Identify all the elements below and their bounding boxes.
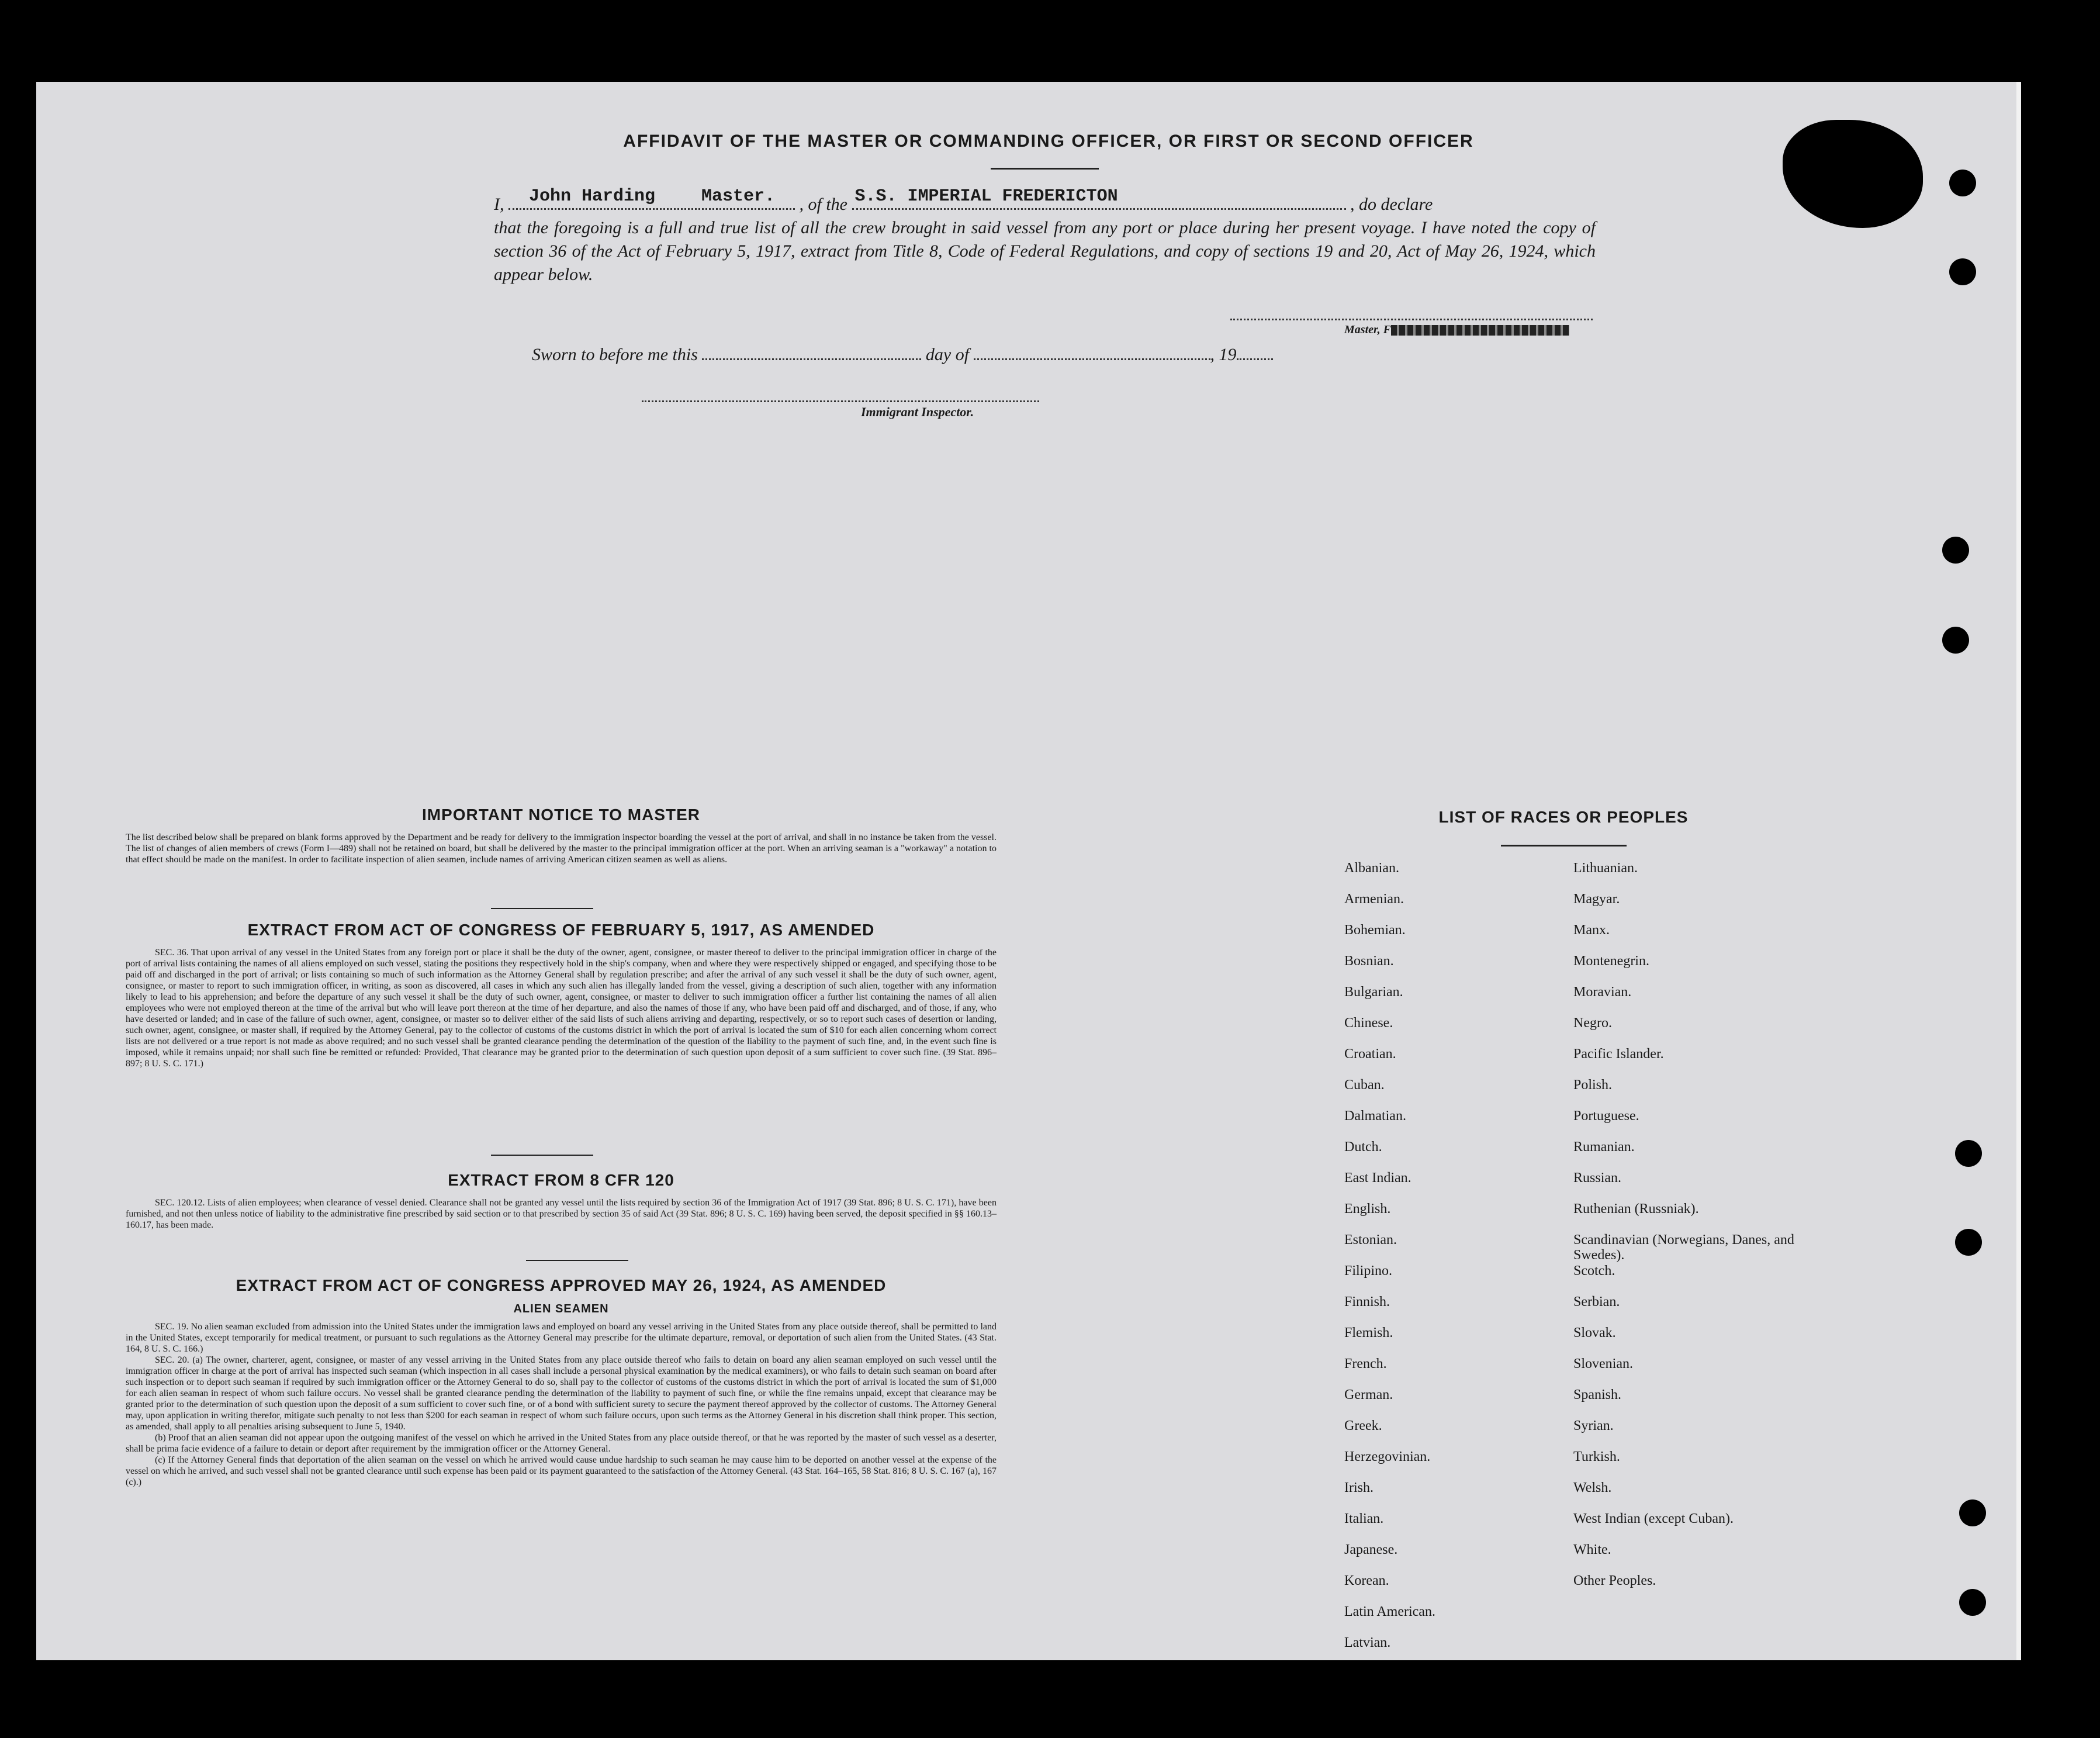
race-item: Moravian. xyxy=(1573,984,1632,1000)
race-item: Spanish. xyxy=(1573,1387,1622,1402)
race-item: Montenegrin. xyxy=(1573,953,1649,969)
race-item: Filipino. xyxy=(1344,1263,1393,1279)
race-item: Latvian. xyxy=(1344,1635,1391,1650)
race-item: Bohemian. xyxy=(1344,922,1406,938)
sec-20b-paragraph: (b) Proof that an alien seaman did not appear upon the outgoing manifest of the vessel on which he arrived in the United States from any place outside thereof, or that he was reported by the master of such vessel as a deserter, shall be prima facie evidence of a failure to detain or deport after requirement by the immigration officer or the Attorney General. xyxy=(126,1433,997,1454)
affidavit-title: AFFIDAVIT OF THE MASTER OR COMMANDING OFFICER, OR FIRST OR SECOND OFFICER xyxy=(623,132,1474,151)
inspector-signature-line xyxy=(642,400,1039,402)
race-item: Slovenian. xyxy=(1573,1356,1633,1371)
sworn-line xyxy=(532,345,1273,365)
punch-hole xyxy=(1949,258,1976,285)
punch-hole xyxy=(1955,1229,1982,1256)
punch-hole xyxy=(1942,627,1969,654)
sworn-date-field[interactable] xyxy=(702,358,921,360)
sec-20a-paragraph: SEC. 20. (a) The owner, charterer, agent, consignee, or master of any vessel arriving in the United States from any place outside thereof who fails to detain on board any alien seaman employed on such vessel until the immigration officer in charge at the port of arrival has inspected such seaman (which inspection in all cases shall include a personal physical examination by the medical examiners), or who fails to detain such seaman on board after such inspection or to deport such seaman if required by such immigration officer or the Attorney General to do so, shall pay to the collector of customs of the customs district in which the port of arrival is located the sum of $1,000 for each alien seaman in respect of whom such failure occurs. No vessel shall be granted clearance pending the determination of the liability to payment of such fine, or while the fine remains unpaid, except that clearance may be granted prior to the determination of such question upon the deposit of a sum sufficient to cover such fine, or of a bond with sufficient surety to secure the payment thereof approved by the collector of customs. The Attorney General may, upon application in writing therefor, mitigate such penalty to not less than $200 for each seaman in respect of whom such failure occurs, upon such terms as the Attorney General in his discretion shall think proper. This section, as amended, shall apply to all penalties arising subsequent to June 5, 1940. xyxy=(126,1355,997,1432)
race-item: Bosnian. xyxy=(1344,953,1394,969)
race-item: Pacific Islander. xyxy=(1573,1046,1664,1062)
race-item: Serbian. xyxy=(1573,1294,1620,1309)
divider-rule xyxy=(526,1260,628,1261)
race-item: White. xyxy=(1573,1542,1611,1557)
vessel-field xyxy=(852,186,1346,210)
master-rank: Master. xyxy=(701,186,776,206)
races-title: LIST OF RACES OR PEOPLES xyxy=(1438,808,1689,826)
do-declare-label: , do declare xyxy=(1350,195,1433,214)
punch-hole xyxy=(1949,170,1976,196)
title-rule xyxy=(991,168,1099,170)
name-field xyxy=(508,186,795,210)
race-item: Scandinavian (Norwegians, Danes, and Swedes). xyxy=(1573,1232,1794,1263)
race-item: Other Peoples. xyxy=(1573,1573,1656,1588)
race-item: Scotch. xyxy=(1573,1263,1615,1279)
race-item: Russian. xyxy=(1573,1170,1622,1186)
punch-hole xyxy=(1959,1589,1986,1616)
race-item: Lithuanian. xyxy=(1573,861,1638,876)
extract-cfr-body: SEC. 120.12. Lists of alien employees; when clearance of vessel denied. Clearance shall not be granted any vessel until the lists required by section 36 of the Immigration Act of 1917 (39 Stat. 896; 8 U. S. C. 171), have been furnished, and not then unless notice of liability to the administrative fine prescribed by said section or to that prescribed by section 35 of said Act (39 Stat. 896; 8 U. S. C. 169) having been served, the deposit specified in §§ 160.13–160.17, has been made. xyxy=(126,1198,997,1230)
race-item: Dalmatian. xyxy=(1344,1108,1406,1124)
race-item: Korean. xyxy=(1344,1573,1389,1588)
race-item: Dutch. xyxy=(1344,1139,1382,1155)
extract-1924-title: EXTRACT FROM ACT OF CONGRESS APPROVED MAY 26, 1924, AS AMENDED xyxy=(236,1276,887,1294)
race-item: Bulgarian. xyxy=(1344,984,1403,1000)
race-item: Turkish. xyxy=(1573,1449,1620,1464)
extract-1924-body xyxy=(126,1321,997,1488)
race-item: Negro. xyxy=(1573,1015,1612,1031)
divider-rule xyxy=(491,908,593,909)
races-right-column xyxy=(1573,861,1819,1604)
year-prefix: , 19 xyxy=(1210,345,1237,364)
declaration-body: that the foregoing is a full and true list of all the crew brought in said vessel from any port or place during her present voyage. I have noted the copy of section 36 of the Act of February 5, 1917, extract from Title 8, Code of Federal Regulations, and copy of sections 19 and 20, Act of May 26, 1924, which appear below. xyxy=(494,218,1596,284)
race-item: English. xyxy=(1344,1201,1391,1217)
struck-text xyxy=(1391,325,1569,336)
i-label: I, xyxy=(494,195,504,214)
race-item: Rumanian. xyxy=(1573,1139,1635,1155)
race-item: Albanian. xyxy=(1344,861,1399,876)
notice-body: The list described below shall be prepared on blank forms approved by the Department and be ready for delivery to the immigration inspector boarding the vessel at the port of arrival, and shall in no instance be taken from the vessel. The list of changes of alien members of crews (Form I—489) shall not be retained on board, but shall be delivered by the master to the principal immigration officer at the port. When an arriving seaman is a "workaway" a notation to that effect should be made on the manifest. In order to facilitate inspection of alien seamen, include names of arriving American citizen seamen as well as aliens. xyxy=(126,832,997,865)
alien-seamen-subtitle: ALIEN SEAMEN xyxy=(513,1302,609,1315)
race-item: Finnish. xyxy=(1344,1294,1390,1309)
race-item: Magyar. xyxy=(1573,892,1620,907)
extract-cfr-title: EXTRACT FROM 8 CFR 120 xyxy=(448,1171,674,1189)
race-item: German. xyxy=(1344,1387,1393,1402)
race-item: Herzegovinian. xyxy=(1344,1449,1431,1464)
race-item: Greek. xyxy=(1344,1418,1382,1433)
race-item: West Indian (except Cuban). xyxy=(1573,1511,1734,1526)
race-item: Italian. xyxy=(1344,1511,1384,1526)
race-item: Slovak. xyxy=(1573,1325,1616,1340)
notice-title: IMPORTANT NOTICE TO MASTER xyxy=(421,806,701,824)
race-item: Ruthenian (Russniak). xyxy=(1573,1201,1699,1217)
race-item: Chinese. xyxy=(1344,1015,1393,1031)
races-left-column xyxy=(1344,861,1566,1666)
race-item: Portuguese. xyxy=(1573,1108,1639,1124)
sworn-label: Sworn to before me this xyxy=(532,345,698,364)
race-item: Latin American. xyxy=(1344,1604,1435,1619)
punch-hole xyxy=(1942,537,1969,564)
sworn-month-field[interactable] xyxy=(974,358,1210,360)
punch-hole xyxy=(1955,1140,1982,1167)
inspector-caption: Immigrant Inspector. xyxy=(861,405,974,419)
master-signature-caption xyxy=(1344,323,1569,337)
day-of-label: day of xyxy=(925,345,970,364)
sec-19-paragraph: SEC. 19. No alien seaman excluded from admission into the United States under the immigration laws and employed on board any vessel arriving in the United States from any place outside thereof, shall be permitted to land in the United States, except temporarily for medical treatment, or pursuant to such regulations as the Attorney General may prescribe for the ultimate departure, removal, or deportation of such alien from the United States. (43 Stat. 164, 8 U. S. C. 166.) xyxy=(126,1322,997,1354)
of-the-label: , of the xyxy=(799,195,847,214)
master-name: John Harding xyxy=(529,186,656,206)
race-item: Estonian. xyxy=(1344,1232,1397,1248)
race-item: East Indian. xyxy=(1344,1170,1411,1186)
sec-20c-paragraph: (c) If the Attorney General finds that deportation of the alien seaman on the vessel on which he arrived would cause undue hardship to such seaman he may cause him to be deported on another vessel at the expense of the vessel on which he arrived, and such vessel shall not be granted clearance until such expense has been paid or its payment guaranteed to the satisfaction of the Attorney General. (43 Stat. 164–165, 58 Stat. 816; 8 U. S. C. 167 (a), 167 (c).) xyxy=(126,1455,997,1487)
race-item: Syrian. xyxy=(1573,1418,1614,1433)
race-item: Japanese. xyxy=(1344,1542,1398,1557)
vessel-name: S.S. IMPERIAL FREDERICTON xyxy=(854,186,1118,206)
race-item: Manx. xyxy=(1573,922,1610,938)
race-item: Polish. xyxy=(1573,1077,1613,1093)
master-signature-line xyxy=(1230,319,1593,320)
sworn-year-field[interactable] xyxy=(1237,358,1273,360)
declaration-line xyxy=(494,186,1596,216)
race-item: Flemish. xyxy=(1344,1325,1393,1340)
master-caption-text: Master, F xyxy=(1344,323,1392,336)
race-item: French. xyxy=(1344,1356,1387,1371)
races-title-rule xyxy=(1501,845,1627,846)
divider-rule xyxy=(491,1155,593,1156)
race-item: Irish. xyxy=(1344,1480,1374,1495)
punch-hole xyxy=(1959,1499,1986,1526)
race-item: Armenian. xyxy=(1344,892,1404,907)
race-item: Welsh. xyxy=(1573,1480,1612,1495)
extract-1917-body: SEC. 36. That upon arrival of any vessel in the United States from any foreign port or place it shall be the duty of the owner, agent, consignee, or master thereof to deliver to the principal immigration officer in charge of the port of arrival lists containing the names of all aliens employed on such vessel, stating the positions they respectively hold in the ship's company, when and where they were respectively shipped or engaged, and specifying those to be paid off and discharged in the port of arrival; or lists containing so much of such information as the Attorney General shall by regulation prescribe; and after the arrival of any such vessel it shall be the duty of such owner, agent, consignee, or master to report to such immigration officer, in writing, as soon as discovered, all cases in which any such alien has illegally landed from the vessel, giving a description of such alien, together with any information likely to lead to his apprehension; and before the departure of any such vessel it shall be the duty of such owner, agent, consignee, or master to deliver to such immigration officer a further list containing the names of all alien employees who were not employed thereon at the time of the arrival but who will leave port thereon at the time of her departure, and also the names of those if any, who have been paid off and discharged, and of those, if any, who have deserted or landed; and in case of the failure of such owner, agent, consignee, or master so to deliver either of the said lists of such aliens arriving and departing, respectively, or so to report such cases of desertion or landing, such owner, agent, consignee, or master shall, if required by the Attorney General, pay to the collector of customs of the customs district in which the port of arrival is located the sum of $10 for each alien concerning whom correct lists are not delivered or a true report is not made as above required; and no such vessel shall be granted clearance pending the determination of the question of the liability to the payment of such fine, and, in the event such fine is imposed, while it remains unpaid; nor shall such fine be remitted or refunded: Provided, That clearance may be granted prior to the determination of such question upon deposit of a sum sufficient to cover such fine. (39 Stat. 896–897; 8 U. S. C. 171.) xyxy=(126,948,997,1069)
race-item: Croatian. xyxy=(1344,1046,1396,1062)
race-item: Cuban. xyxy=(1344,1077,1385,1093)
extract-1917-title: EXTRACT FROM ACT OF CONGRESS OF FEBRUARY 5, 1917, AS AMENDED xyxy=(247,921,875,939)
